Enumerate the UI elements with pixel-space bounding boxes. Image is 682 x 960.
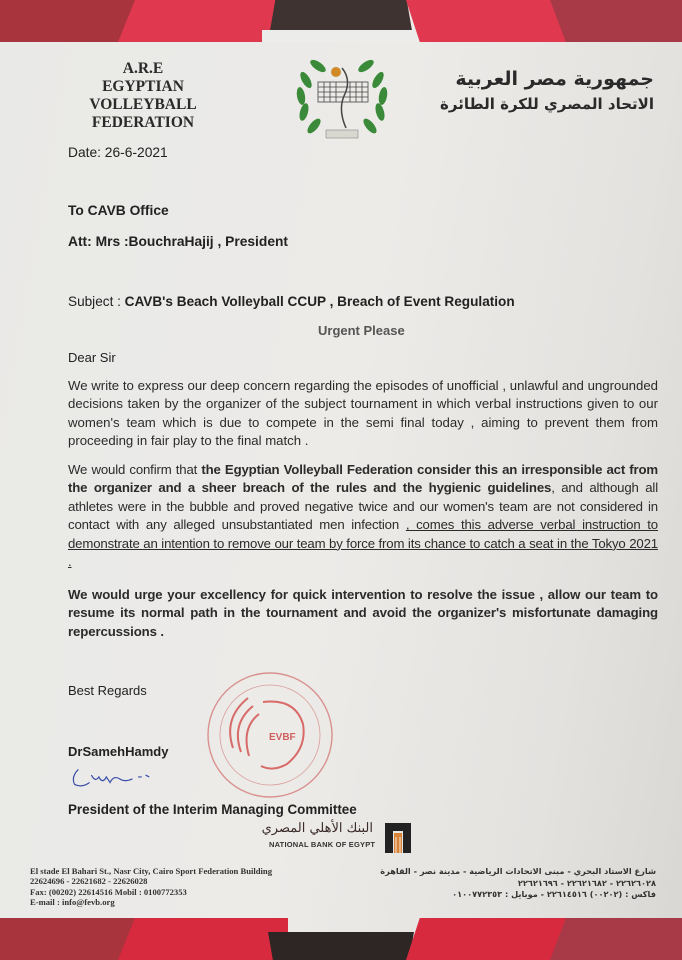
paragraph-confirmation [68,461,658,571]
paragraph-bold-text: the Egyptian Volleyball Federation consider this an irresponsible act from the organizer and a sheer breach of the rules and the hygienic guidelines [68,462,658,496]
bottom-color-band [0,918,682,960]
letter-recipient: To CAVB Office [68,203,169,218]
signatory-name: DrSamehHamdy [68,744,169,759]
band-segment-dark-red [0,918,140,960]
letterhead-line: A.R.E [122,60,164,77]
subject-label: Subject : [68,294,125,309]
bank-emblem-icon [383,821,413,855]
letter-closing: Best Regards [68,683,147,698]
paragraph-request: We would urge your excellency for quick intervention to resolve the issue , allow our team to resume its normal path in the tournament and avoid the organizer's misfortunate damaging repercussions . [68,587,658,639]
band-segment-red [406,918,578,960]
band-segment-red [118,918,288,960]
signature-icon [66,762,156,790]
band-segment-dark-red [0,0,140,42]
band-segment-dark-red [550,0,682,42]
footer-line: 22624696 - 22621682 - 22626028 [30,876,148,887]
paragraph-text: We would confirm that [68,462,202,477]
federation-logo-icon [292,50,392,142]
footer-line: فاكس : (٠٠٢٠٢) ٢٢٦١٤٥١٦ - موبايل : ٠١٠٠٧٧٢٣٥٣ [452,889,656,899]
band-segment-dark-red [550,918,682,960]
letterhead-english [48,60,238,132]
letterhead-line: FEDERATION [91,114,195,131]
letterhead-arabic-line: جمهورية مصر العربية [455,68,654,90]
paragraph-underlined-text: , comes this adverse verbal instruction to demonstrate an intention to remove our team by force from its chance to catch a seat in the Tokyo 2021 . [68,517,658,570]
letter-attention: Att: Mrs :BouchraHajij , President [68,234,289,249]
letterhead-arabic-line: الاتحاد المصري للكرة الطائرة [440,95,654,113]
footer-line: ٢٢٦٢٦٠٢٨ - ٢٢٦٢١٦٨٢ - ٢٢٦٢١٦٩٦ [517,877,656,888]
footer-email: E-mail : info@fevb.org [30,896,115,907]
national-bank-logo [261,821,415,857]
bank-name-english: NATIONAL BANK OF EGYPT [269,840,376,849]
band-segment-red [406,0,578,42]
footer-line: El stade El Bahari St., Nasr City, Cairo Sport Federation Building [30,866,273,876]
federation-stamp-icon [203,668,337,802]
footer-line: شارع الاستاد البحري - مبنى الاتحادات الرياضية - مدينة نصر - القاهرة [380,866,656,876]
footer-line: Fax: (00202) 22614516 Mobil : 0100772353 [30,886,187,897]
signatory-title: President of the Interim Managing Committee [68,802,357,817]
bank-name-arabic: البنك الأهلي المصري [261,821,373,836]
band-segment-white-notch [262,30,420,42]
letterhead-line: EGYPTIAN VOLLEYBALL [89,78,197,113]
paragraph-text: , and although all athletes were in the bubble and proved negative twice and our women's team are not considered in contact with any alleged unsubstantiated men infection [68,480,658,533]
laurel-wreath-icon [295,58,388,136]
band-segment-black [268,932,414,960]
subject-text: CAVB's Beach Volleyball CCUP , Breach of Event Regulation [124,294,515,309]
letter-salutation: Dear Sir [68,350,116,365]
letter-date: Date: 26-6-2021 [68,145,168,160]
urgent-note: Urgent Please [318,323,405,338]
footer-address-english [30,866,330,907]
letter-subject [68,294,515,310]
paragraph-concern: We write to express our deep concern regarding the episodes of unofficial , unlawful and ungrounded decisions taken by the organizer of the subject tournament in which verbal instructions given to our women's team which is due to compete in the semi final today , aiming to prevent them from proceeding in fair play to the final match . [68,378,658,449]
top-color-band [0,0,682,42]
footer-address-arabic [356,866,656,901]
letterhead-arabic [440,66,654,116]
stamp-text: EVBF [269,732,296,743]
